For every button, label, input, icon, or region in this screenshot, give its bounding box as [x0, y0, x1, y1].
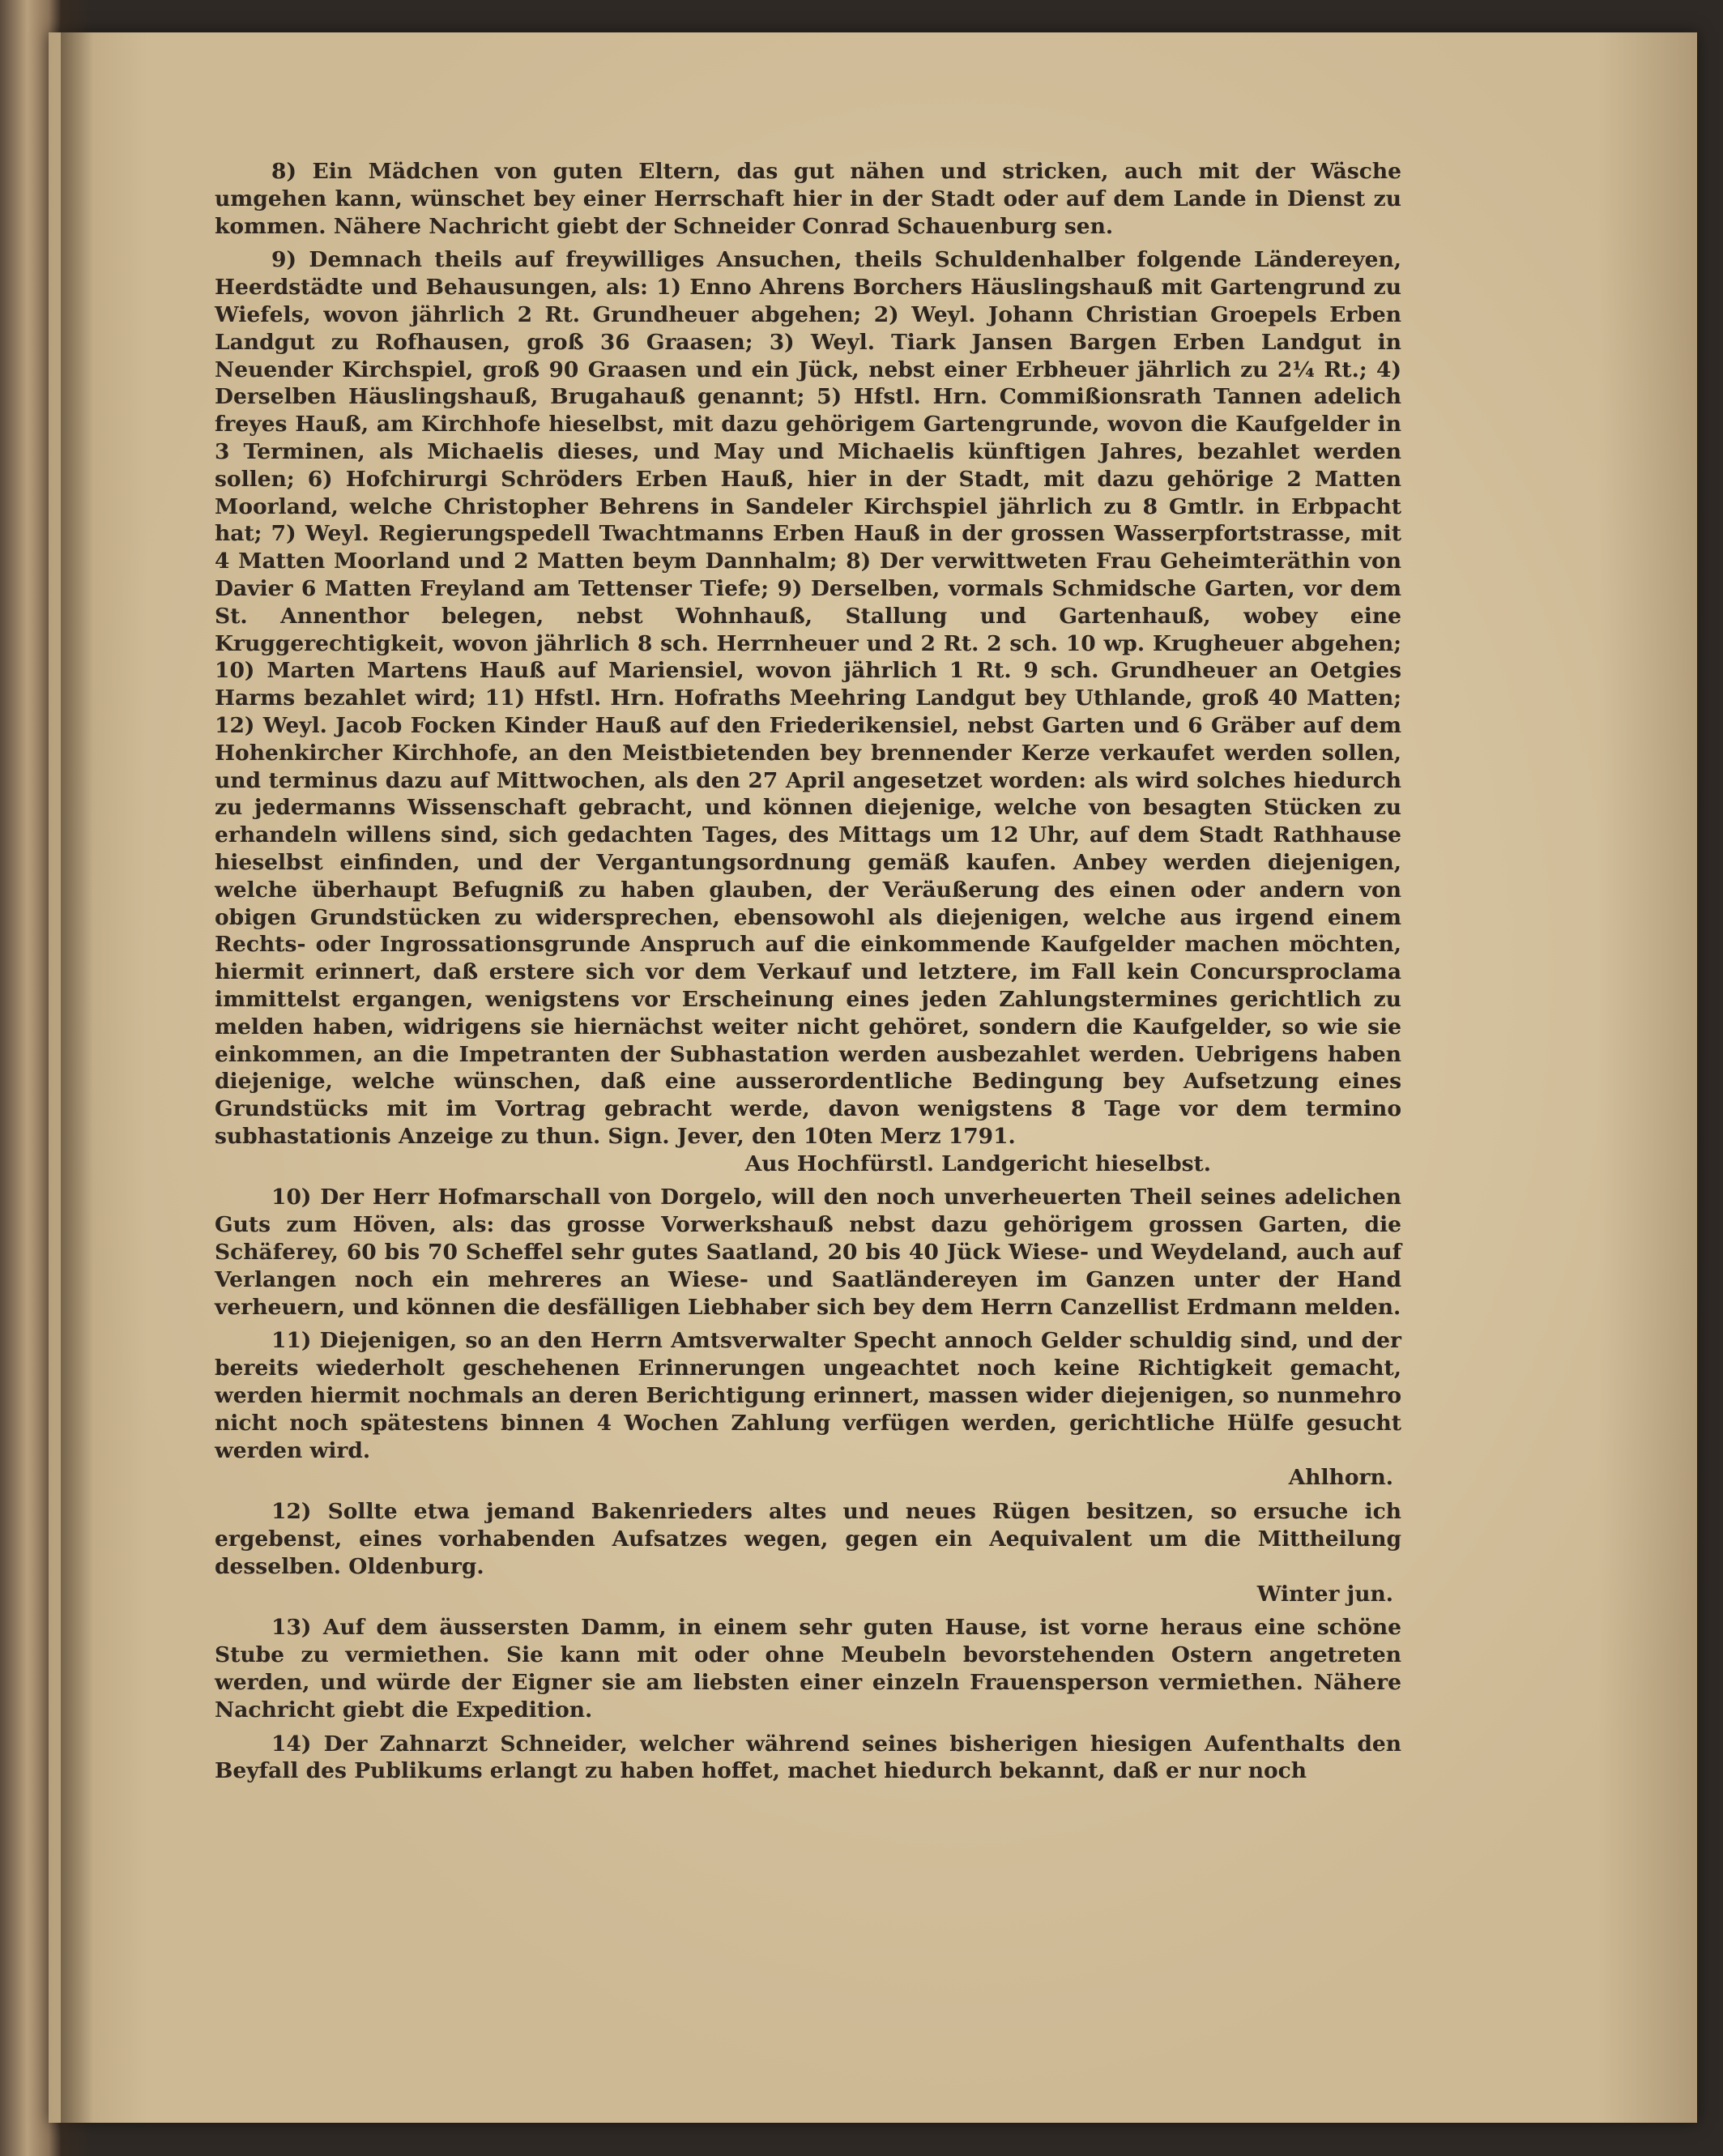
spine-shadow — [61, 0, 93, 2156]
notice-14: 14) Der Zahnarzt Schneider, welcher während seines bisherigen hiesigen Aufenthalts den Beyfall des Publikums erlangt zu haben hoffet, machet hiedurch bekannt, daß er nur noch — [215, 1731, 1401, 1784]
notice-9: 9) Demnach theils auf freywilliges Ansuchen, theils Schuldenhalber folgende Ländereyen, Heerdstädte und Behausungen, als: 1) Enno Ahrens Borchers Häuslingshauß mit Gartengrund zu Wiefels, wovon jährlich 2 Rt. Grundheuer abgehen; 2) Weyl. Johann Christian Groepels Erben Landgut zu Rofhausen, groß 36 Graasen; 3) Weyl. Tiark Jansen Bargen Erben Landgut in Neuender Kirchspiel, groß 90 Graasen und ein Jück, nebst einer Erbheuer jährlich zu 2¼ Rt.; 4) Derselben Häuslingshauß, Brugahauß genannt; 5) Hfstl. Hrn. Commißionsrath Tannen adelich freyes Hauß, am Kirchhofe hieselbst, mit dazu gehörigem Gartengrunde, wovon die Kaufgelder in 3 Terminen, als Michaelis dieses, und May und Michaelis künftigen Jahres, bezahlet werden sollen; 6) Hofchirurgi Schröders Erben Hauß, hier in der Stadt, mit dazu gehörige 2 Matten Moorland, welche Christopher Behrens in Sandeler Kirchspiel jährlich zu 8 Gmtlr. in Erbpacht hat; 7) Weyl. Regierungspedell Twachtmanns Erben Hauß in der grossen Wasserpfortstrasse, mit 4 Matten Moorland und 2 Matten beym Dannhalm; 8) Der verwittweten Frau Geheimteräthin von Davier 6 Matten Freyland am Tettenser Tiefe; 9) Derselben, vormals Schmidsche Garten, vor dem St. Annenthor belegen, nebst Wohnhauß, Stallung und Gartenhauß, wobey eine Kruggerechtigkeit, wovon jährlich 8 sch. Herrnheuer und 2 Rt. 2 sch. 10 wp. Krugheuer abgehen; 10) Marten Martens Hauß auf Mariensiel, wovon jährlich 1 Rt. 9 sch. Grundheuer an Oetgies Harms bezahlet wird; 11) Hfstl. Hrn. Hofraths Meehring Landgut bey Uthlande, groß 40 Matten; 12) Weyl. Jacob Focken Kinder Hauß auf den Friederikensiel, nebst Garten und 6 Gräber auf dem Hohenkircher Kirchhofe, an den Meistbietenden bey brennender Kerze verkaufet werden sollen, und terminus dazu auf Mittwochen, als den 27 April angesetzet worden: als wird solches hiedurch zu jedermanns Wissenschaft gebracht, und können diejenige, welche von besagten Stücken zu erhandeln willens sind, sich gedachten Tages, des Mittags um 12 Uhr, auf dem Stadt Rathhause hieselbst einfinden, und der Vergantungsordnung gemäß kaufen. Anbey werden diejenigen, welche überhaupt Befugniß zu haben glauben, der Veräußerung des einen oder andern von obigen Grundstücken zu widersprechen, ebensowohl als diejenigen, welche aus irgend einem Rechts- oder Ingrossationsgrunde Anspruch auf die einkommende Kaufgelder machen möchten, hiermit erinnert, daß erstere sich vor dem Verkauf und letztere, im Fall kein Concursproclama immittelst ergangen, wenigstens vor Erscheinung eines jeden Zahlungstermines gerichtlich zu melden haben, widrigens sie hiernächst weiter nicht gehöret, sondern die Kaufgelder, so wie sie einkommen, an die Impetranten der Subhastation werden ausbezahlet werden. Uebrigens haben diejenige, welche wünschen, daß eine ausserordentliche Bedingung bey Aufsetzung eines Grundstücks mit im Vortrag gebracht werde, davon wenigstens 8 Tage vor dem termino subhastationis Anzeige zu thun. Sign. Jever, den 10ten Merz 1791. — [215, 247, 1401, 1149]
notice-8: 8) Ein Mädchen von guten Eltern, das gut nähen und stricken, auch mit der Wäsche umgehen kann, wünschet bey einer Herrschaft hier in der Stadt oder auf dem Lande in Dienst zu kommen. Nähere Nachricht giebt der Schneider Conrad Schauenburg sen. — [215, 159, 1401, 239]
notice-11: 11) Diejenigen, so an den Herrn Amtsverwalter Specht annoch Gelder schuldig sind, und der bereits wiederholt geschehenen Erinnerungen ungeachtet noch keine Richtigkeit gemacht, werden hiermit nochmals an deren Berichtigung erinnert, massen wider diejenigen, so nunmehro nicht noch spätestens binnen 4 Wochen Zahlung verfügen werden, gerichtliche Hülfe gesucht werden wird. — [215, 1328, 1401, 1463]
notice-9-signature: Aus Hochfürstl. Landgericht hieselbst. — [744, 1151, 1211, 1176]
notice-10: 10) Der Herr Hofmarschall von Dorgelo, will den noch unverheuerten Theil seines adelichen Guts zum Höven, als: das grosse Vorwerkshauß nebst dazu gehörigem grossen Garten, die Schäferey, 60 bis 70 Scheffel sehr gutes Saatland, 20 bis 40 Jück Wiese- und Weydeland, auch auf Verlangen noch ein mehreres an Wiese- und Saatländereyen im Ganzen unter der Hand verheuern, und können die desfälligen Liebhaber sich bey dem Herrn Canzellist Erdmann melden. — [215, 1185, 1401, 1320]
notice-12-signature: Winter jun. — [1256, 1581, 1393, 1607]
notice-11-signature: Ahlhorn. — [1288, 1465, 1393, 1491]
notice-13: 13) Auf dem äussersten Damm, in einem sehr guten Hause, ist vorne heraus eine schöne Stube zu vermiethen. Sie kann mit oder ohne Meubeln bevorstehenden Ostern angetreten werden, und würde der Eigner sie am liebsten einer einzeln Frauensperson vermiethen. Nähere Nachricht giebt die Expedition. — [215, 1615, 1401, 1723]
page-text — [215, 158, 1401, 1785]
notice-12: 12) Sollte etwa jemand Bakenrieders altes und neues Rügen besitzen, so ersuche ich ergebenst, eines vorhabenden Aufsatzes wegen, gegen ein Aequivalent um die Mittheilung desselben. Oldenburg. — [215, 1499, 1401, 1579]
